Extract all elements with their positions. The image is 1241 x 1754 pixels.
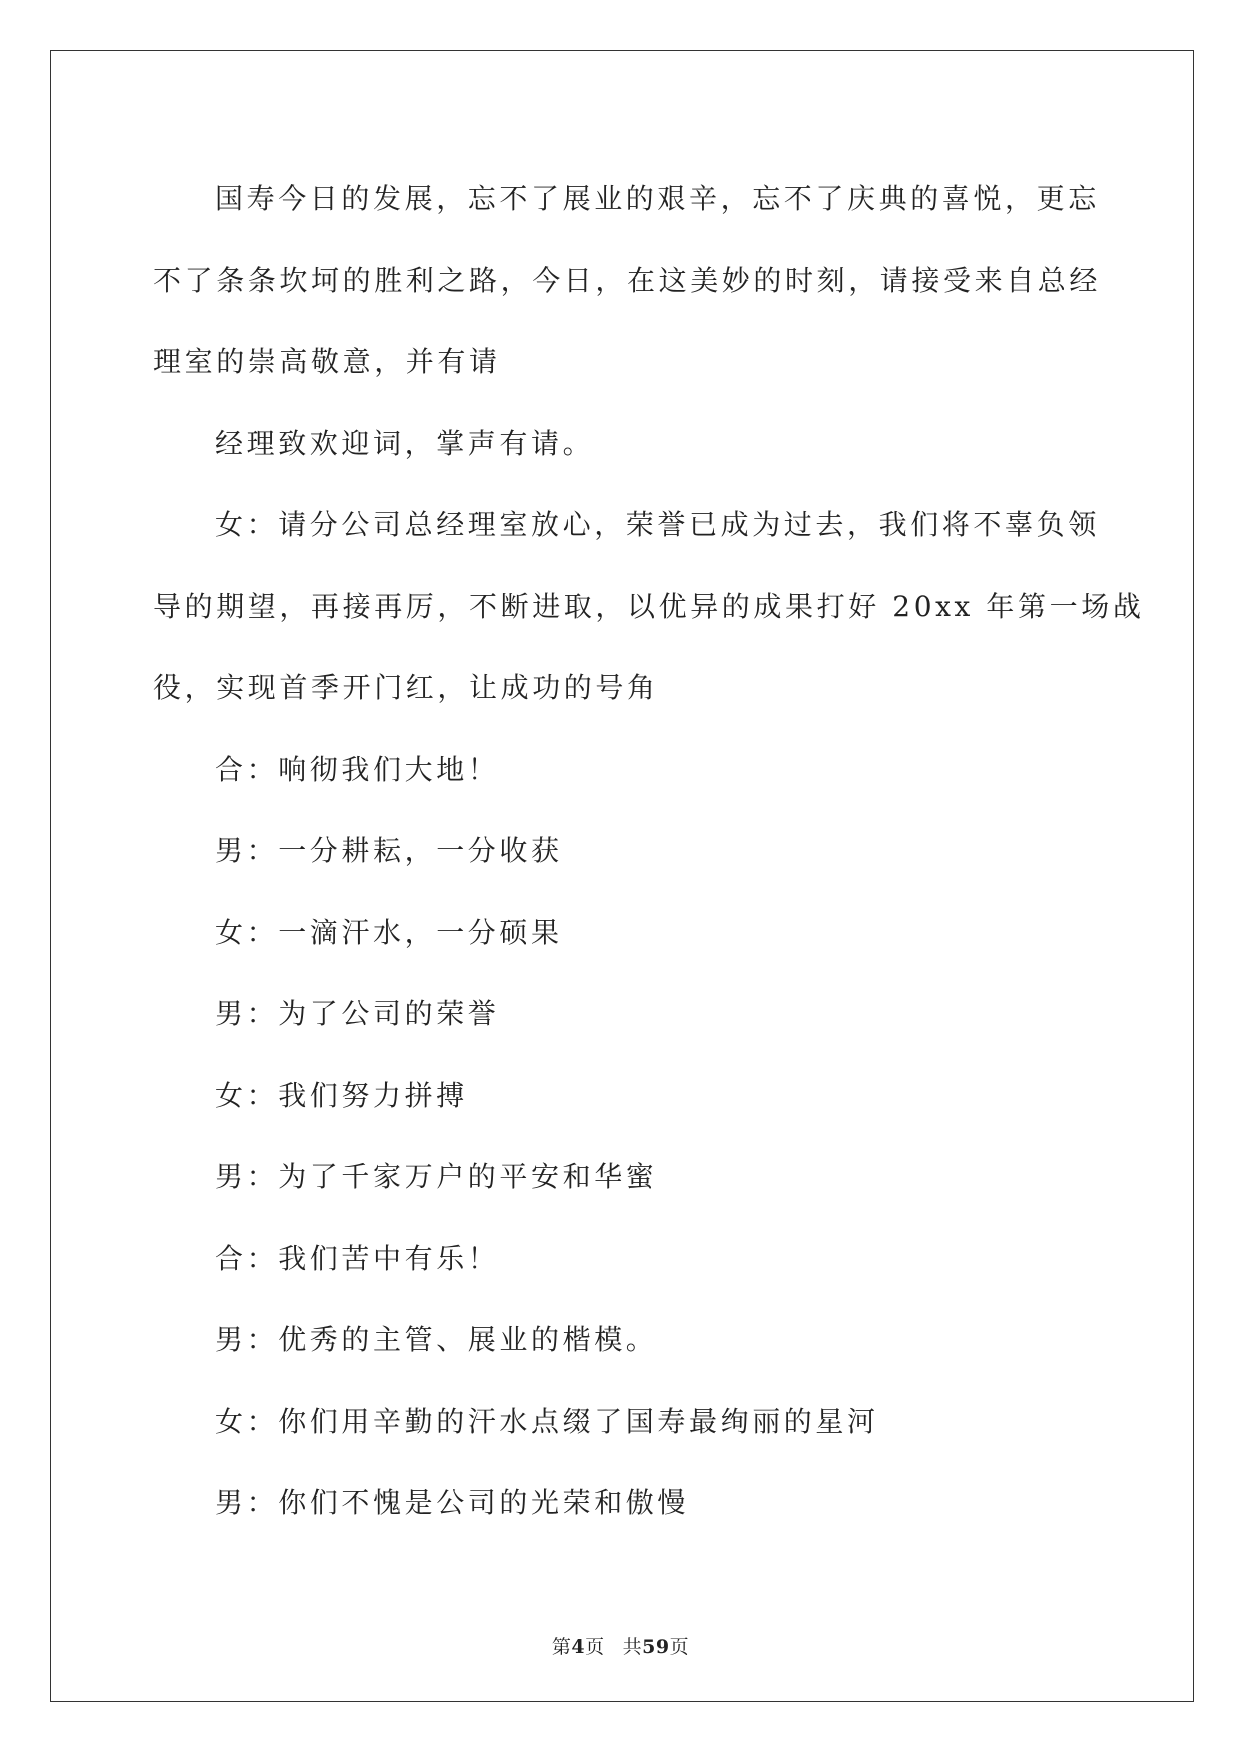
- text-line: 女：请分公司总经理室放心，荣誉已成为过去，我们将不辜负领: [215, 508, 1100, 541]
- document-body: [153, 158, 1145, 1544]
- text-line: 女：我们努力拼搏: [215, 1078, 468, 1112]
- paragraph: [153, 484, 1145, 729]
- text-line: 男：为了公司的荣誉: [215, 997, 500, 1030]
- text-line: 役，实现首季开门红，让成功的号角: [153, 671, 659, 704]
- paragraph: [153, 1462, 1093, 1544]
- paragraph: [153, 1381, 1093, 1463]
- paragraph: [153, 158, 1102, 403]
- text-line: 女：你们用辛勤的汗水点缀了国寿最绚丽的星河: [215, 1404, 879, 1438]
- text-line: 经理致欢迎词，掌声有请。: [215, 426, 595, 460]
- text-line: 男：一分耕耘，一分收获: [215, 834, 563, 867]
- paragraph: [153, 1055, 1093, 1137]
- paragraph: [153, 810, 1093, 892]
- text-line: 理室的崇高敬意，并有请: [153, 345, 501, 378]
- text-line: 合：响彻我们大地！: [215, 752, 500, 786]
- paragraph: [153, 892, 1093, 974]
- text-line: 合：我们苦中有乐！: [215, 1241, 500, 1275]
- page-current: 4: [571, 1636, 586, 1658]
- total-suffix: 页: [669, 1636, 690, 1658]
- text-line: 男：你们不愧是公司的光荣和傲慢: [215, 1486, 690, 1519]
- total-prefix: 共: [622, 1636, 643, 1658]
- paragraph: [153, 1299, 1093, 1381]
- paragraph: [153, 973, 1093, 1055]
- paragraph: [153, 403, 1093, 485]
- page-footer: [0, 1632, 1241, 1659]
- text-line: 不了条条坎坷的胜利之路，今日，在这美妙的时刻，请接受来自总经: [153, 263, 1102, 297]
- page-total: 59: [642, 1636, 670, 1658]
- paragraph: [153, 1218, 1093, 1300]
- paragraph: [153, 729, 1093, 811]
- page-suffix: 页: [585, 1636, 605, 1658]
- text-line: 男：为了千家万户的平安和华蜜: [215, 1160, 658, 1193]
- paragraph: [153, 1136, 1093, 1218]
- text-line: 男：优秀的主管、展业的楷模。: [215, 1323, 658, 1356]
- page-prefix: 第: [551, 1636, 572, 1658]
- text-line: 女：一滴汗水，一分硕果: [215, 915, 563, 949]
- text-line: 国寿今日的发展，忘不了展业的艰辛，忘不了庆典的喜悦，更忘: [215, 182, 1100, 215]
- text-line: 导的期望，再接再厉，不断进取，以优异的成果打好 20xx 年第一场战: [153, 589, 1145, 623]
